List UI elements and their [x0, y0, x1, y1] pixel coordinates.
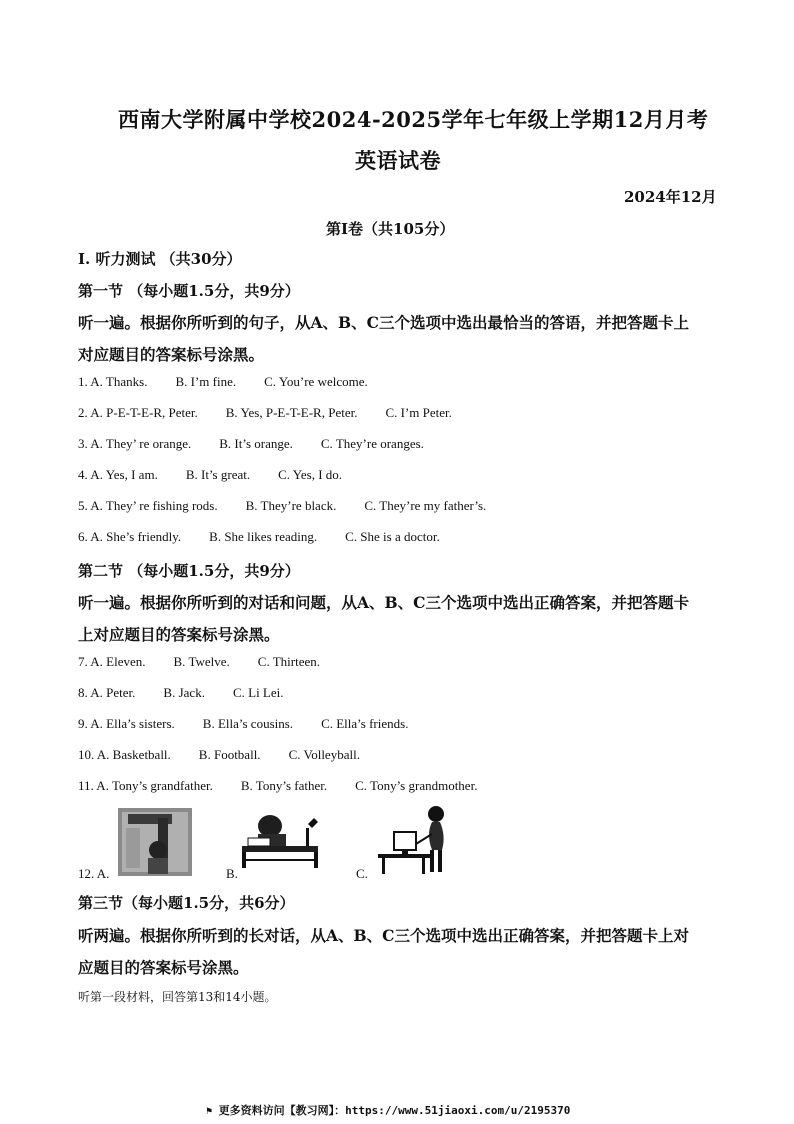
question-7 — [78, 654, 320, 670]
footer-link[interactable]: 更多资料访问【教习网】：https://www.51jiaoxi.com/u/2195370 — [218, 1104, 571, 1117]
option-b: B. Jack. — [163, 685, 205, 700]
question-2 — [78, 405, 452, 421]
question-12-option-b-label: B. — [226, 866, 238, 881]
exam-date: 2024年12月 — [624, 188, 717, 206]
option-a: 4. A. Yes, I am. — [78, 467, 158, 482]
section1-heading: 第一节 （每小题1.5分，共9分） — [78, 282, 300, 300]
option-a: 11. A. Tony’s grandfather. — [78, 778, 213, 793]
part1-heading: Ⅰ. 听力测试 （共30分） — [78, 250, 242, 268]
section1-instruction-line2: 对应题目的答案标号涂黑。 — [78, 345, 265, 364]
option-c: C. Volleyball. — [288, 747, 360, 762]
option-b: B. They’re black. — [245, 498, 337, 513]
page-title: 西南大学附属中学校2024-2025学年七年级上学期12月月考 — [118, 107, 709, 132]
section3-heading: 第三节（每小题1.5分，共6分） — [78, 894, 295, 912]
option-b: B. I’m fine. — [175, 374, 237, 389]
question-8 — [78, 685, 284, 701]
footer — [206, 1102, 570, 1118]
option-b: B. She likes reading. — [209, 529, 318, 544]
option-a: 10. A. Basketball. — [78, 747, 171, 762]
girl-at-computer-picture — [374, 804, 450, 876]
question-12-option-a-label: 12. A. — [78, 866, 110, 881]
option-c: C. Li Lei. — [232, 685, 284, 700]
option-a: 9. A. Ella’s sisters. — [78, 716, 175, 731]
option-c: C. They’re oranges. — [320, 436, 424, 451]
section3-instruction-line1: 听两遍。根据你所听到的长对话，从A、B、C三个选项中选出正确答案，并把答题卡上对 — [78, 926, 689, 945]
flag-icon: ⚑ — [206, 1106, 213, 1117]
option-a: 1. A. Thanks. — [78, 374, 148, 389]
option-b: B. Football. — [198, 747, 261, 762]
option-b: B. It’s great. — [185, 467, 251, 482]
option-a: 8. A. Peter. — [78, 685, 136, 700]
option-c: C. They’re my father’s. — [364, 498, 487, 513]
boy-reading-at-desk-picture — [236, 812, 324, 870]
question-6 — [78, 529, 440, 545]
option-a: 5. A. They’ re fishing rods. — [78, 498, 218, 513]
option-c: C. Ella’s friends. — [321, 716, 409, 731]
option-c: C. I’m Peter. — [385, 405, 452, 420]
section3-note: 听第一段材料，回答第13和14小题。 — [78, 990, 277, 1004]
option-b: B. Tony’s father. — [240, 778, 328, 793]
option-b: B. Twelve. — [173, 654, 230, 669]
question-12-option-c-label: C. — [356, 866, 368, 881]
question-10 — [78, 747, 360, 763]
option-b: B. Yes, P-E-T-E-R, Peter. — [225, 405, 358, 420]
option-c: C. Tony’s grandmother. — [355, 778, 478, 793]
question-1 — [78, 374, 368, 390]
option-a: 3. A. They’ re orange. — [78, 436, 192, 451]
option-a: 6. A. She’s friendly. — [78, 529, 182, 544]
page-subtitle: 英语试卷 — [355, 148, 441, 173]
question-4 — [78, 467, 342, 483]
section3-instruction-line2: 应题目的答案标号涂黑。 — [78, 958, 249, 977]
option-b: B. It’s orange. — [219, 436, 293, 451]
boy-fishing-picture — [118, 808, 192, 876]
question-5 — [78, 498, 486, 514]
volume-heading: 第Ⅰ卷（共105分） — [326, 220, 455, 238]
option-b: B. Ella’s cousins. — [202, 716, 294, 731]
question-3 — [78, 436, 424, 452]
question-9 — [78, 716, 408, 732]
question-11 — [78, 778, 477, 794]
section2-heading: 第二节 （每小题1.5分，共9分） — [78, 562, 300, 580]
option-c: C. Yes, I do. — [278, 467, 343, 482]
option-c: C. Thirteen. — [257, 654, 321, 669]
section2-instruction-line2: 上对应题目的答案标号涂黑。 — [78, 625, 280, 644]
section1-instruction-line1: 听一遍。根据你所听到的句子，从A、B、C三个选项中选出最恰当的答语，并把答题卡上 — [78, 313, 689, 332]
option-c: C. You’re welcome. — [264, 374, 368, 389]
option-a: 7. A. Eleven. — [78, 654, 146, 669]
option-a: 2. A. P-E-T-E-R, Peter. — [78, 405, 198, 420]
option-c: C. She is a doctor. — [345, 529, 440, 544]
section2-instruction-line1: 听一遍。根据你所听到的对话和问题，从A、B、C三个选项中选出正确答案，并把答题卡 — [78, 593, 689, 612]
